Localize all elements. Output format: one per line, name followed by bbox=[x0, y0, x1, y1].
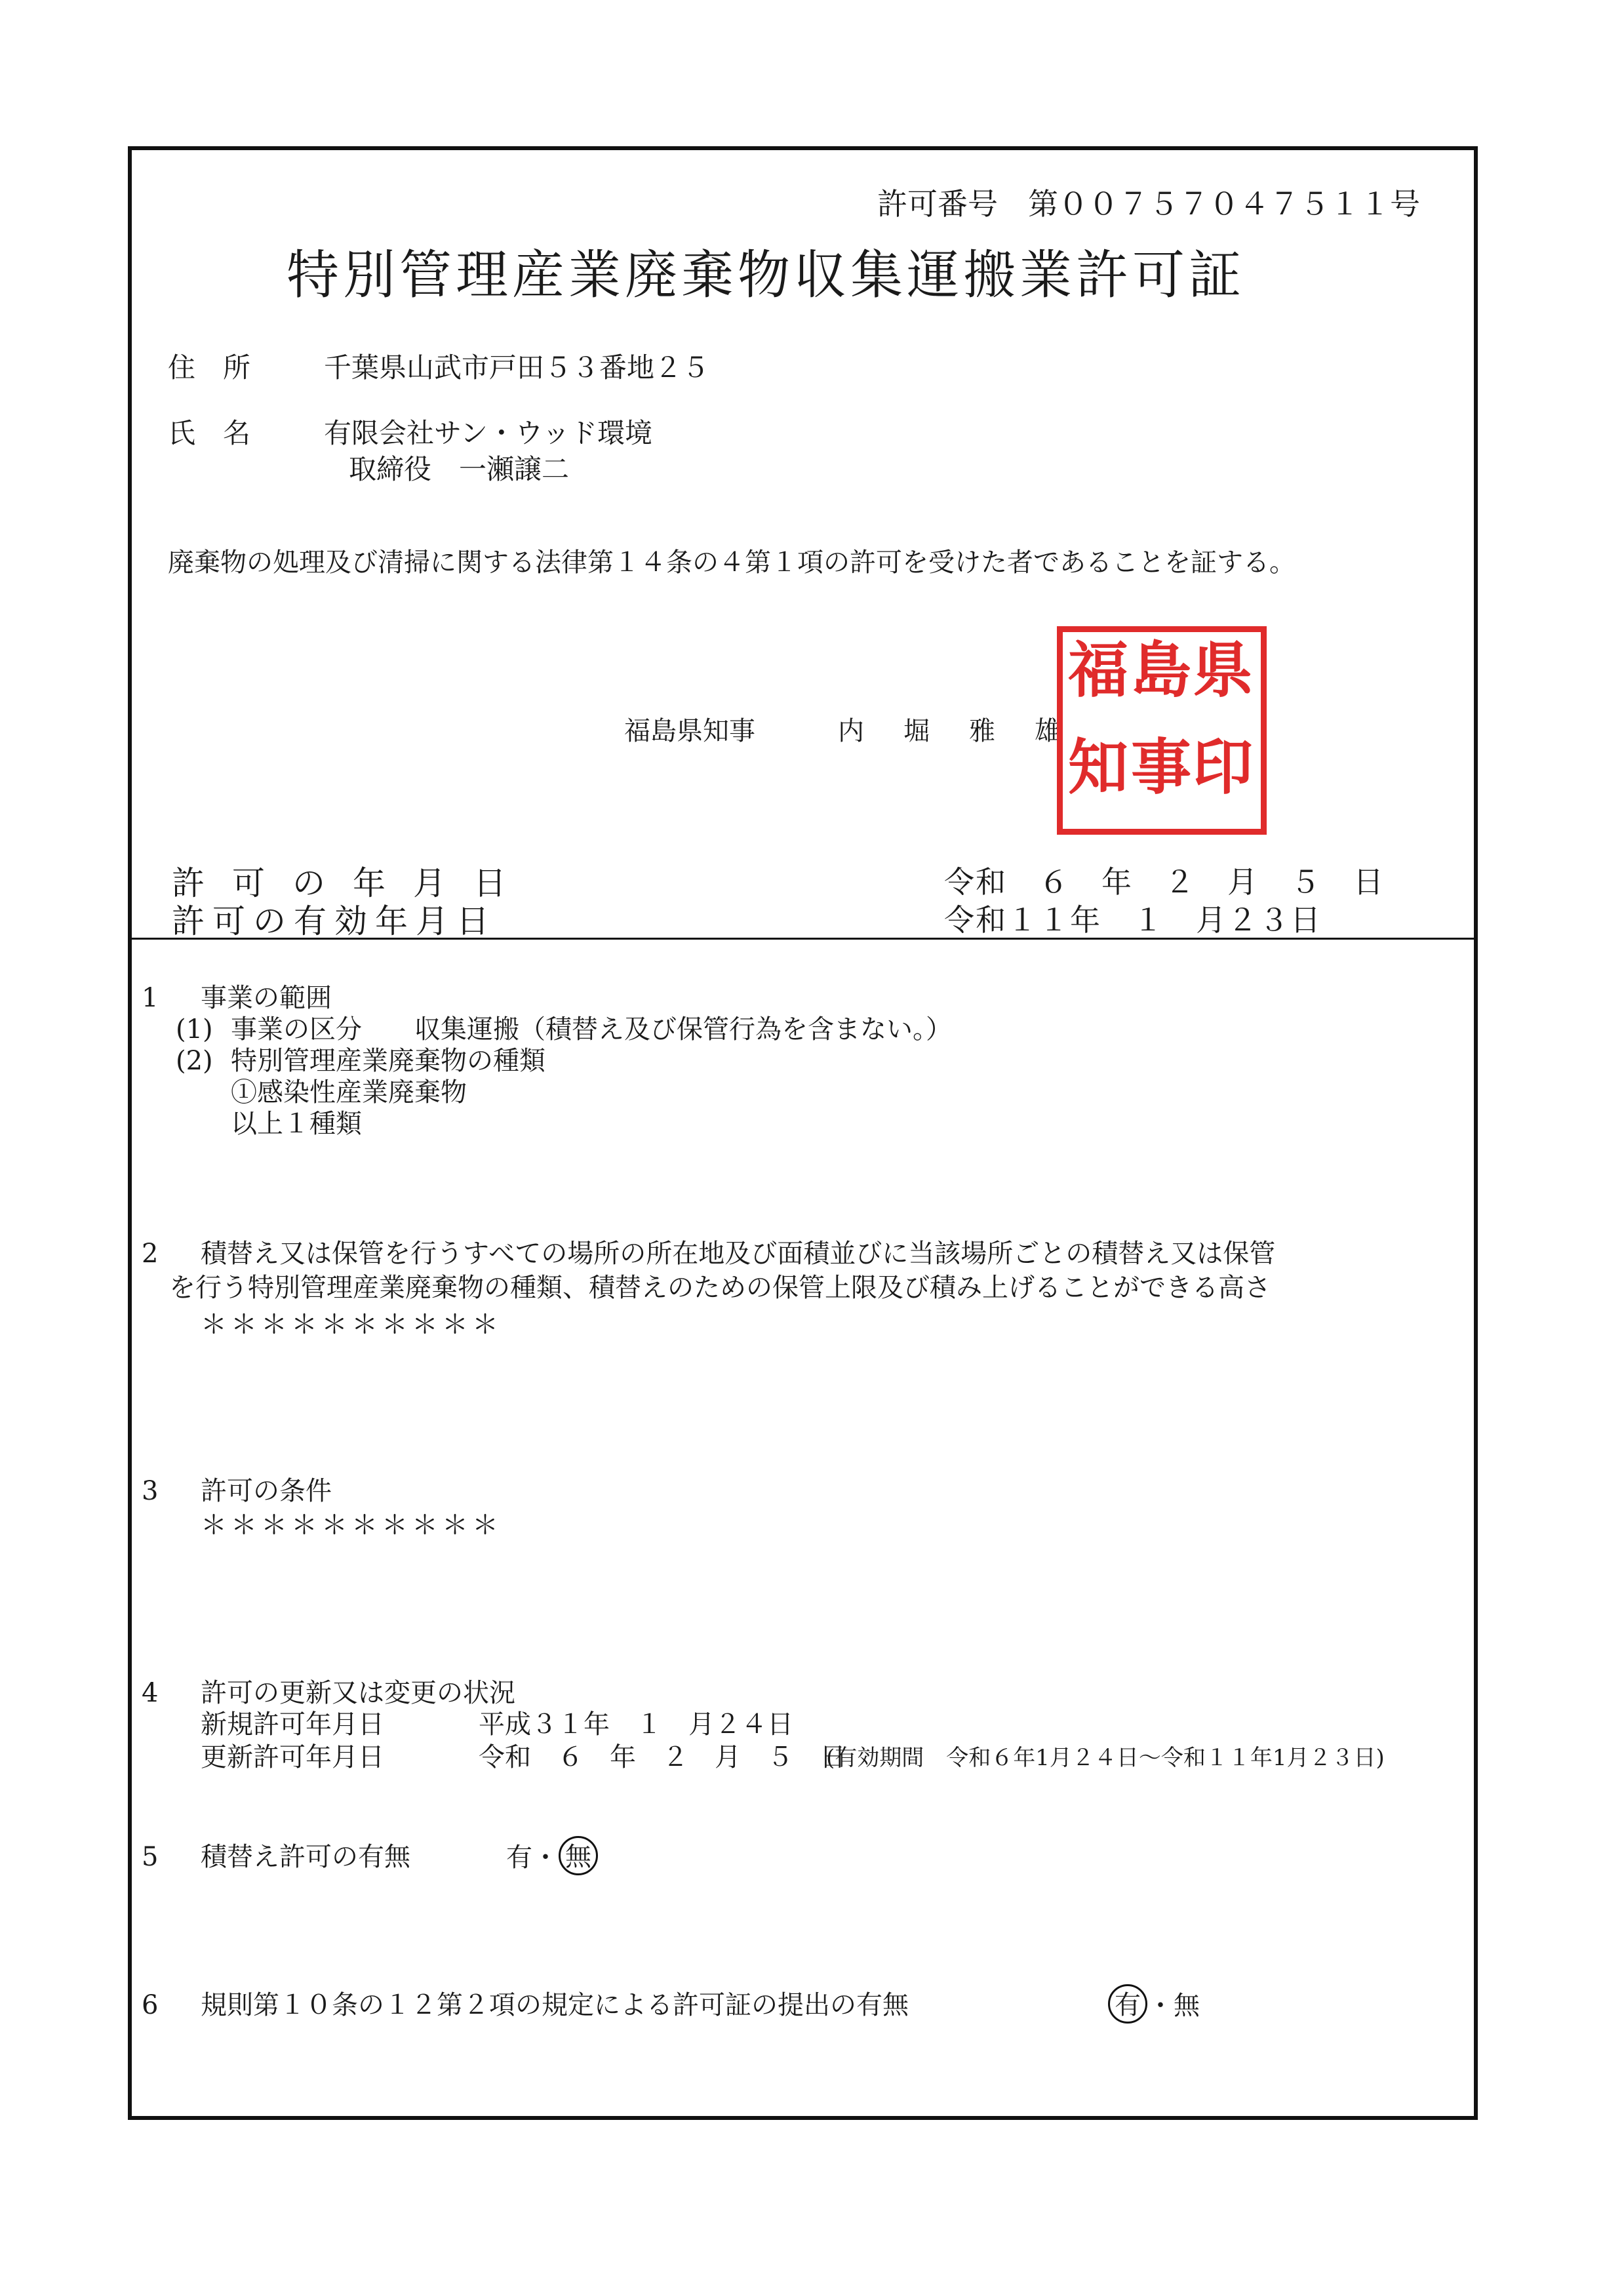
seal-char: 県 bbox=[1192, 635, 1253, 706]
seal-char: 印 bbox=[1192, 732, 1253, 803]
option-no: 無 bbox=[1174, 1991, 1200, 2021]
permit-number: 許可番号 第００７５７０４７５１１号 bbox=[877, 186, 1420, 222]
option-yes-circled: 有 bbox=[1108, 1984, 1147, 2024]
option-no-circled: 無 bbox=[559, 1836, 598, 1875]
transfer-permit-choice bbox=[506, 1844, 598, 1875]
certification-statement: 廃棄物の処理及び清掃に関する法律第１４条の４第１項の許可を受けた者であることを証する。 bbox=[168, 548, 1296, 578]
conditions-value: ＊＊＊＊＊＊＊＊＊＊ bbox=[201, 1510, 502, 1540]
option-separator: ・ bbox=[532, 1843, 559, 1873]
renewal-permit-label: 更新許可年月日 bbox=[201, 1742, 384, 1772]
storage-heading-line1: 積替え又は保管を行うすべての場所の所在地及び面積並びに当該場所ごとの積替え又は保管 bbox=[201, 1239, 1276, 1269]
section-number: 3 bbox=[142, 1476, 159, 1506]
section-number: 1 bbox=[142, 983, 159, 1013]
section-number: 4 bbox=[142, 1678, 159, 1708]
representative: 取締役 一瀬譲二 bbox=[349, 453, 570, 485]
section-number: 6 bbox=[142, 1990, 159, 2020]
business-category: 事業の区分 収集運搬（積替え及び保管行為を含まない。） bbox=[231, 1014, 952, 1045]
section-number: 5 bbox=[142, 1842, 159, 1872]
section-heading: 事業の範囲 bbox=[201, 983, 332, 1013]
submission-heading: 規則第１０条の１２第２項の規定による許可証の提出の有無 bbox=[201, 1990, 909, 2020]
item-mark: (2) bbox=[176, 1046, 213, 1076]
company-name: 有限会社サン・ウッド環境 bbox=[324, 417, 653, 449]
permit-date-value: 令和 ６ 年 ２ 月 ５ 日 bbox=[944, 864, 1385, 900]
expiry-date-label: 許可の有効年月日 bbox=[172, 902, 497, 940]
option-separator: ・ bbox=[1147, 1991, 1174, 2021]
issuer-name: 内 堀 雅 雄 bbox=[838, 716, 1067, 746]
issuer-title: 福島県知事 bbox=[624, 716, 755, 746]
renewal-heading: 許可の更新又は変更の状況 bbox=[201, 1678, 515, 1708]
waste-type-total: 以上１種類 bbox=[231, 1109, 362, 1139]
new-permit-label: 新規許可年月日 bbox=[201, 1709, 384, 1740]
renewal-permit-value: 令和 ６ 年 ２ 月 ５ 日 bbox=[479, 1742, 846, 1772]
seal-char: 福 bbox=[1067, 635, 1128, 706]
submission-choice bbox=[1108, 1992, 1200, 2024]
document-title: 特別管理産業廃棄物収集運搬業許可証 bbox=[287, 245, 1245, 306]
validity-period-note: (有効期間 令和６年1月２４日～令和１１年1月２３日) bbox=[826, 1745, 1385, 1771]
seal-char: 事 bbox=[1130, 732, 1191, 803]
transfer-permit-heading: 積替え許可の有無 bbox=[201, 1842, 410, 1872]
waste-category-heading: 特別管理産業廃棄物の種類 bbox=[231, 1046, 545, 1076]
name-label: 氏 名 bbox=[168, 417, 251, 449]
expiry-date-value: 令和１１年 １ 月２３日 bbox=[944, 902, 1322, 938]
storage-value: ＊＊＊＊＊＊＊＊＊＊ bbox=[201, 1309, 502, 1340]
item-mark: (1) bbox=[176, 1014, 213, 1045]
address-value: 千葉県山武市戸田５３番地２５ bbox=[324, 351, 710, 384]
new-permit-value: 平成３１年 １ 月２４日 bbox=[479, 1709, 793, 1740]
waste-type: ①感染性産業廃棄物 bbox=[231, 1077, 467, 1108]
section-number: 2 bbox=[142, 1239, 159, 1269]
option-yes: 有 bbox=[506, 1843, 532, 1873]
storage-heading-line2: を行う特別管理産業廃棄物の種類、積替えのための保管上限及び積み上げることができる高さ bbox=[169, 1273, 1271, 1303]
prefectural-seal bbox=[1057, 626, 1267, 835]
seal-char: 知 bbox=[1067, 732, 1128, 803]
address-label: 住 所 bbox=[168, 351, 251, 384]
conditions-heading: 許可の条件 bbox=[201, 1476, 332, 1506]
permit-date-label: 許可の年月日 bbox=[172, 864, 534, 902]
seal-char: 島 bbox=[1130, 635, 1191, 706]
